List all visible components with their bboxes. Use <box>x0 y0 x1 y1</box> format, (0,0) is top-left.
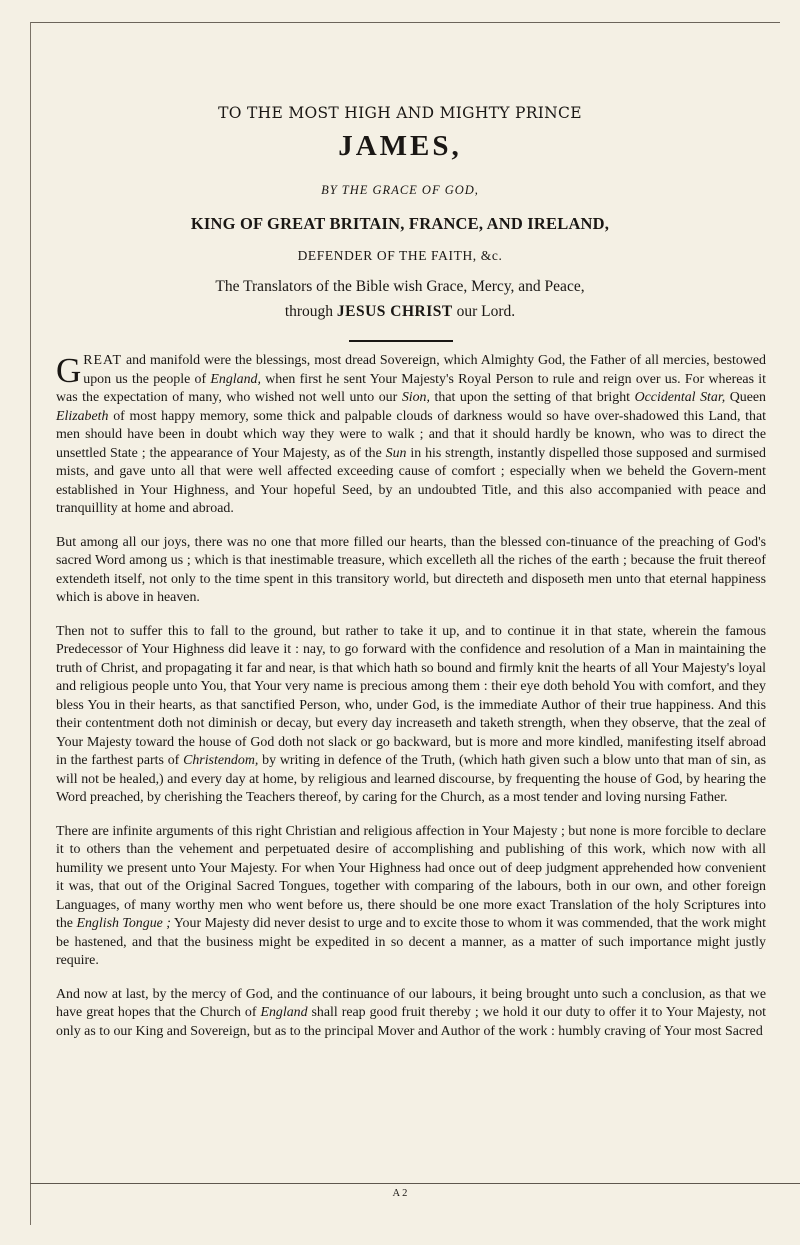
p1-text-6: in his strength, instantly dispelled those supposed and surmised mists, and gave unto all that were well affected exceeding cause of comfort ; especially when we beheld the Govern-ment established in Your Highness, and Your hopeful Seed, by an undoubted Title, and this also accompanied with peace and tranquillity at home and abroad. <box>56 445 766 516</box>
salutation-line-1: The Translators of the Bible wish Grace, Mercy, and Peace, <box>215 278 585 295</box>
salutation-post: our Lord. <box>452 303 516 320</box>
dedication-line: TO THE MOST HIGH AND MIGHTY PRINCE <box>218 104 582 122</box>
defender-line: DEFENDER OF THE FAITH, &c. <box>297 248 503 263</box>
paragraph-3 <box>56 623 766 808</box>
signature-mark: A 2 <box>392 1188 408 1199</box>
p4-text-2: Your Majesty did never desist to urge and to excite those to whom it was commended, that the work might be hastened, and that the business might be expedited in so decent a manner, as a matter of such importance might justly require. <box>56 916 766 968</box>
by-grace-line: BY THE GRACE OF GOD, <box>321 183 479 197</box>
p5-text-1: And now at last, by the mercy of God, and the continuance of our labours, it being brought unto such a conclusion, as that we have great hopes that the Church of <box>56 986 766 1020</box>
p1-italic-5: Sun <box>385 445 407 461</box>
p1-italic-3: Occidental Star, <box>634 390 726 405</box>
paragraph-2: But among all our joys, there was no one that more filled our hearts, than the blessed con-tinuance of the preaching of God's sacred Word among us ; which is that inestimable treasure, which excelleth all the riches of the earth ; because the fruit thereof extendeth itself, not only to the time spent in this transitory world, but directeth and disposeth men unto that eternal happiness which is above in heaven. <box>56 534 766 605</box>
p1-text-4: Queen <box>725 390 766 405</box>
realms-line: KING OF GREAT BRITAIN, FRANCE, AND IRELAND, <box>190 214 610 233</box>
paragraph-4 <box>56 823 766 971</box>
salutation-pre: through <box>284 303 337 320</box>
p3-text-2: by writing in defence of the Truth, (which hath given such a blow unto that man of sin, as will not be healed,) and every day at home, by religious and learned discourse, by frequenting the house of God, by hearing the Word preached, by cherishing the Teachers thereof, by caring for the Church, as a most tender and loving nursing Father. <box>56 753 766 805</box>
p1-italic-2: Sion, <box>401 390 430 405</box>
first-word-rest: REAT <box>83 353 123 368</box>
dedication-body <box>56 352 766 1056</box>
salutation-line-2 <box>0 303 800 321</box>
p1-text-2: when first he sent Your Majesty's Royal Person to rule and reign over us. For whereas it was the expectation of many, who wished not well unto our <box>56 371 766 405</box>
p5-italic-1: England <box>260 1005 308 1020</box>
king-name: JAMES, <box>338 130 462 162</box>
p1-text-1: and manifold were the blessings, most dread Sovereign, which Almighty God, the Father of all mercies, bestowed upon us the people of <box>83 353 766 387</box>
drop-cap: G <box>56 351 82 390</box>
paragraph-5 <box>56 986 766 1042</box>
p4-italic-1: English Tongue ; <box>76 916 171 931</box>
salutation-name: JESUS CHRIST <box>336 303 453 320</box>
p5-text-2: shall reap good fruit thereby ; we hold it our duty to offer it to Your Majesty, not only as to our King and Sovereign, but as to the principal Mover and Author of the work : humbly craving of Your most Sacred <box>56 1005 766 1039</box>
p1-italic-1: England, <box>210 371 261 387</box>
p3-text-1: Then not to suffer this to fall to the ground, but rather to take it up, and to continue it in that state, wherein the famous Predecessor of Your Highness did leave it : nay, to go forward with the confidence and resolution of a Man in maintaining the truth of Christ, and propagating it far and near, is that which hath so bound and firmly knit the hearts of all Your Majesty's loyal and religious people unto You, that Your very name is precious among them : their eye doth behold You with comfort, and they bless You in their hearts, as that sanctified Person, who, under God, is the immediate Author of their true happiness. And this their contentment doth not diminish or decay, but every day increaseth and taketh strength, when they observe, that the zeal of Your Majesty toward the house of God doth not slack or go backward, but is more and more kindled, manifesting itself abroad in the farthest parts of <box>56 623 766 768</box>
p1-text-5: of most happy memory, some thick and palpable clouds of darkness would so have over-shadowed this Land, that men should have been in doubt which way they were to walk ; and that it should hardly be known, who was to direct the unsettled State ; the appearance of Your Majesty, as of the <box>56 408 766 461</box>
p3-italic-1: Christendom, <box>183 753 259 768</box>
paragraph-1 <box>56 352 766 519</box>
frame-top-border <box>30 22 780 23</box>
section-divider-rule <box>349 340 453 342</box>
p1-italic-4: Elizabeth <box>56 408 109 424</box>
p1-text-3: that upon the setting of that bright <box>429 390 635 405</box>
frame-left-border <box>30 22 31 1225</box>
frame-bottom-border <box>30 1183 800 1184</box>
p4-text-1: There are infinite arguments of this right Christian and religious affection in Your Majesty ; but none is more forcible to declare it to others than the vehement and perpetuated desire of accomplishing and publishing of this work, which now with all humility we present unto Your Majesty. For when Your Highness had once out of deep judgment apprehended how convenient it was, that out of the Original Sacred Tongues, together with comparing of the labours, both in our own, and other foreign Languages, of many worthy men who went before us, there should be one more exact Translation of the holy Scriptures into the <box>56 823 766 931</box>
